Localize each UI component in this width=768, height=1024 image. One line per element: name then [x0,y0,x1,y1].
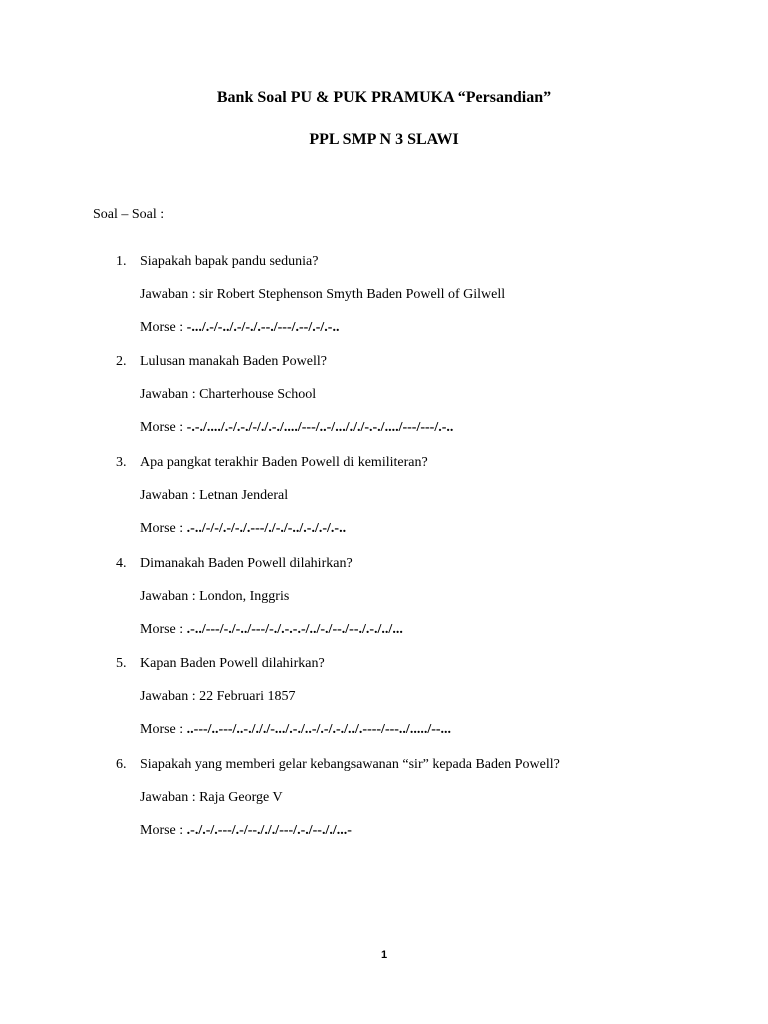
answer-text: London, Inggris [199,589,290,604]
question-number: 1. [116,254,127,269]
answer-line [140,688,296,706]
morse-prefix: Morse : [140,622,187,637]
question-number: 4. [116,556,127,571]
question-number: 3. [116,455,127,470]
question-item [0,555,768,655]
answer-text: Charterhouse School [199,387,317,402]
question-item [0,353,768,453]
answer-prefix: Jawaban : [140,790,200,805]
morse-line [140,520,346,538]
morse-code: .-../-/-/.-/-./.---/./-./-../.-./.-/.-.. [186,521,347,536]
morse-prefix: Morse : [140,320,187,335]
answer-line [140,789,283,807]
question-item [0,756,768,856]
answer-text: sir Robert Stephenson Smyth Baden Powell of Gilwell [199,287,506,302]
question-text: Dimanakah Baden Powell dilahirkan? [140,556,353,571]
section-label: Soal – Soal : [93,207,165,222]
question-text: Siapakah bapak pandu sedunia? [140,254,319,269]
morse-prefix: Morse : [140,722,187,737]
answer-line [140,386,316,404]
question-text: Siapakah yang memberi gelar kebangsawanan “sir” kepada Baden Powell? [140,757,560,772]
morse-prefix: Morse : [140,420,187,435]
question-item [0,253,768,353]
morse-line [140,319,339,337]
question-item [0,454,768,554]
question-number: 2. [116,354,127,369]
question-text: Lulusan manakah Baden Powell? [140,354,328,369]
morse-prefix: Morse : [140,521,187,536]
morse-prefix: Morse : [140,823,187,838]
document-title: Bank Soal PU & PUK PRAMUKA “Persandian” [216,89,552,106]
morse-code: -.-./..../.-/.-./-/./.-./..../---/..-/.../././-.-./..../---/---/.-.. [186,420,454,435]
morse-line [140,822,352,840]
morse-line [140,419,453,437]
answer-prefix: Jawaban : [140,589,200,604]
question-text: Apa pangkat terakhir Baden Powell di kemiliteran? [140,455,428,470]
answer-text: 22 Februari 1857 [199,689,296,704]
answer-line [140,286,505,304]
answer-text: Letnan Jenderal [199,488,289,503]
question-number: 6. [116,757,127,772]
document-subtitle: PPL SMP N 3 SLAWI [309,131,459,148]
answer-line [140,588,289,606]
page-number: 1 [380,949,388,961]
question-text: Kapan Baden Powell dilahirkan? [140,656,325,671]
morse-code: .-../---/-./-../---/-./.-.-.-/../-./--./--./.-./../... [186,622,403,637]
answer-prefix: Jawaban : [140,488,200,503]
answer-text: Raja George V [199,790,283,805]
answer-prefix: Jawaban : [140,387,200,402]
answer-prefix: Jawaban : [140,287,200,302]
morse-code: .-./.-/.---/.-/--./././---/.-./--././...- [186,823,352,838]
question-number: 5. [116,656,127,671]
morse-code: ..---/..---/..-./././-.../.-./..-/.-/.-./../.----/---../...../--... [186,722,452,737]
morse-code: -.../.-/-../.-/-./.--./---/.--/.-/.-.. [186,320,340,335]
question-item [0,655,768,755]
morse-line [140,621,403,639]
answer-prefix: Jawaban : [140,689,200,704]
answer-line [140,487,288,505]
morse-line [140,721,451,739]
